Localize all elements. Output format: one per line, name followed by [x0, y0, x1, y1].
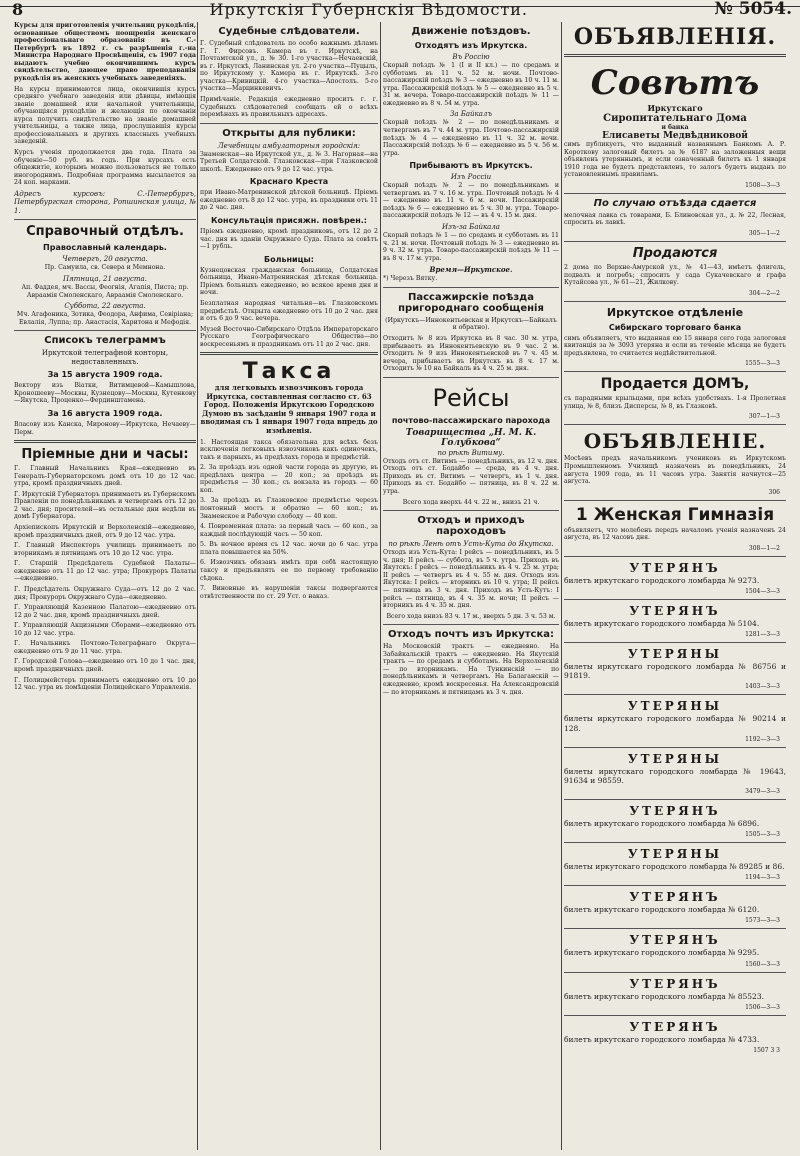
- reference-section-title: Справочный отдѣлъ.: [26, 224, 184, 240]
- council-line: Сиропитательнаго Дома: [603, 113, 747, 124]
- lena-title: Отходъ и приходъ пароходовъ: [417, 515, 525, 538]
- taxa-item: 2. За проѣздъ изъ одной части города въ другую, въ предѣлахъ центра — 20 коп.; за проѣздъ въ предмѣстья — 30 коп.; съ вокзала въ городъ — 60 коп.: [200, 464, 378, 494]
- taxa-item: 3. За проѣздъ въ Глазковское предмѣстье черезъ понтонный мостъ и обратно — 60 коп.; въ Знаменское и Рабочую слободу — 40 коп.: [200, 497, 378, 520]
- taxa-item: 1. Настоящая такса обязательна для всѣхъ безъ исключенія легковыхъ извозчиковъ какъ одиночекъ, такъ и парныхъ, въ предѣлахъ города и предмѣстій.: [200, 438, 378, 461]
- lost-ad-text: билетъ иркутскаго городского ломбарда № 9273.: [564, 575, 760, 585]
- reading-room-text: Безплатная народная читальня—въ Глазковскомъ предмѣстьѣ. Открыта ежедневно отъ 10 до 2 час. дня и отъ 6 до 9 час. вечера.: [200, 299, 378, 323]
- ad-ref: 305—1—2: [748, 229, 780, 237]
- post-title: Отходъ почтъ изъ Иркутска:: [387, 629, 555, 641]
- calendar-saints: Мч. Агафоника, Зотика, Феодора, Анфима, Севіріана; Евлалія, Луппа; пр. Анастасія, Харитона и Мефодія.: [16, 311, 194, 326]
- divider: [383, 287, 559, 288]
- lost-ad-text: билетъ иркутскаго городского ломбарда № 4733.: [564, 1034, 760, 1044]
- divider: [564, 301, 786, 302]
- page-number: 8: [12, 0, 24, 19]
- courses-paragraph: На курсы принимаются лица, окончившія курсъ средняго учебнаго заведенія или дѣвицы, имѣющія званіе домашней или начальной учительницы, обучающіяся рукодѣлію и желающія по окончаніи курса получить свидѣтельство на званіе домашней учительницы, а также лица, прослушавшія курсы профессіональныхъ и другихъ классныхъ учебныхъ заведеній.: [14, 85, 196, 146]
- suburban-subtitle: (Иркутскъ—Иннокентьевская и Иркутскъ—Байкалъ и обратно).: [385, 316, 557, 332]
- lost-tickets-list: [564, 556, 786, 1054]
- lost-ad-text: билеты иркутскаго городского ломбарда № 89285 и 86.: [564, 862, 785, 872]
- lena-total: Всего хода внизъ 83 ч. 17 м., вверхъ 5 дн. 3 ч. 53 м.: [386, 612, 556, 620]
- suburban-text: Отходитъ № 8 изъ Иркутска въ 8 час. 30 м. утра, прибываетъ въ Иннокентьевскую въ 9 час. 2 м. Отходитъ № 9 изъ Иннокентьевской въ 7 ч. 45 м. вечера, прибываетъ въ Иркутскъ въ 8 ч. 17 м. Отходитъ № 10 на Байкалъ въ 4 ч. 25 м. дня.: [383, 334, 559, 373]
- lost-ad-text: билеты иркутскаго городского ломбарда № 86756 и 91819.: [564, 662, 786, 681]
- lena-subtitle: по рѣкѣ Ленѣ отъ Усть-Кута до Якутска.: [388, 540, 554, 549]
- taxa-item: 7. Виновные въ нарушеніи таксы подвергаются отвѣтственности по ст. 29 Уст. о наказ.: [200, 585, 378, 600]
- reception-item: Г. Городской Голова—ежедневно отъ 10 до 1 час. дня, кромѣ праздничныхъ дней.: [14, 658, 196, 674]
- ad-ref: 1506—3—3: [745, 1003, 780, 1011]
- ad-ref: 1573—3—3: [745, 917, 780, 925]
- reception-item: Г. Главный Инспекторъ училищъ принимаетъ по вторникамъ и пятницамъ отъ 10 до 12 час. утра.: [14, 542, 196, 557]
- ad-ref: 1560—3—3: [745, 960, 780, 968]
- clinics-subtitle: Лечебницы амбулаторныя городскія:: [217, 141, 361, 150]
- reception-item: Г. Полицмейстеръ принимаетъ ежедневно отъ 10 до 12 час. утра въ помѣщеніи Полицейскаго Управленія.: [14, 676, 196, 692]
- notice-title: ОБЪЯВЛЕНІЕ.: [583, 429, 767, 454]
- lost-ad-title: УТЕРЯНЫ: [627, 847, 723, 862]
- divider: [564, 842, 786, 843]
- bank-ad-title: Иркутское отдѣленіе: [606, 305, 744, 319]
- divider: [564, 694, 786, 695]
- divider: [564, 193, 786, 194]
- lost-ad-text: билеты иркутскаго городского ломбарда № 19643, 91634 и 98559.: [564, 766, 786, 785]
- divider: [564, 54, 786, 57]
- trains-text: Скорый поѣздъ № 1 (I и II кл.) — по средамъ и субботамъ въ 11 ч. 52 м. ночи. Почтово-пассажирскій поѣздъ № 3 — ежедневно въ 10 ч. 11 м. утра. Пассажирскій поѣздъ № 5 — ежедневно въ 5 ч. 31 м. вечера. Товаро-пассажирскій поѣздъ № 11 — ежедневно въ 8 ч. 54 м. утра.: [383, 62, 559, 107]
- lost-ad-title: УТЕРЯНЪ: [629, 803, 721, 818]
- trains-title: Движеніе поѣздовъ.: [411, 26, 531, 37]
- clinics-text: Знаменская—на Иркутской ул., д. № 3. Нагорная—на Третьей Солдатской. Глазковская—при Глазковской школѣ. Ежедневно отъ 9 до 12 час. утра.: [200, 150, 378, 173]
- council-title: Совѣтъ: [590, 63, 760, 103]
- taxa-subtitle: для легковыхъ извозчиковъ города Иркутска, составленная согласно ст. 63 Город. Положенія Иркутскою Городскою Думою въ засѣданіи 9 января 1907 года и вводимая съ 1 января 1907 года впредь до измѣненія.: [200, 383, 378, 435]
- ad-ref: 1507 3 3: [753, 1046, 780, 1054]
- lost-ad-title: УТЕРЯНЪ: [629, 933, 721, 948]
- lost-ad-text: билетъ иркутскаго городского ломбарда № 6120.: [564, 905, 760, 915]
- gymnasium-title: 1 Женская Гимназія: [575, 504, 775, 525]
- ad-ref: 1555—3—3: [745, 360, 780, 368]
- reception-item: Г. Начальникъ Почтово-Телеграфнаго Округа—ежедневно отъ 9 до 11 час. утра.: [14, 640, 196, 655]
- council-line: Елисаветы Медвѣдниковой: [602, 131, 748, 141]
- hospitals-text: Кузнецовская гражданская больница, Солдатская больница, Ивано-Матренинская дѣтская больница. Пріемъ больныхъ ежедневно, во всякое время дня и ночи.: [200, 266, 378, 297]
- divider: [564, 747, 786, 748]
- steamer-text: Отходъ отъ ст. Витимъ — понедѣльникъ, въ 12 ч. дня. Отходъ отъ ст. Бодайбо — среда, въ 4 ч. дня. Приходъ въ ст. Витимъ — четвергъ, въ 1 ч. дня. Приходъ въ ст. Бодайбо — пятница, въ 8 ч. 22 м. утра.: [383, 457, 559, 495]
- reception-hours-title: Пріемные дни и часы:: [21, 447, 189, 463]
- telegrams-date: За 15 августа 1909 года.: [47, 370, 163, 380]
- vyatka-note: *) Черезъ Вятку.: [383, 275, 438, 283]
- divider: [564, 642, 786, 643]
- direction-from-baikal: Изъ-за Байкала: [442, 223, 500, 231]
- divider: [14, 330, 196, 331]
- ad-ref: 1505—3—3: [745, 831, 780, 839]
- museum-text: Музей Восточно-Сибирскаго Отдѣла Императорскаго Русскаго Географическаго Общества—по воскресеньямъ и праздникамъ отъ 11 до 2 час. дня.: [200, 325, 378, 348]
- ad-ref: 1508—3—3: [745, 181, 780, 189]
- lost-ad-title: УТЕРЯНЫ: [627, 751, 723, 766]
- lost-ad-title: УТЕРЯНЫ: [627, 699, 723, 714]
- issue-number: № 5054.: [714, 0, 792, 19]
- divider: [564, 599, 786, 600]
- council-line: и банка: [661, 124, 689, 131]
- sale-ad-title: Продаются: [632, 245, 718, 261]
- lost-ad-title: УТЕРЯНЪ: [629, 890, 721, 905]
- calendar-day: Суббота, 22 августа.: [64, 302, 146, 311]
- direction-from-russia: Изъ Россіи: [450, 173, 492, 182]
- house-ad-title: Продается ДОМЪ,: [600, 376, 750, 393]
- divider: [383, 624, 559, 625]
- column-1: [14, 22, 196, 1152]
- time-note: Время—Иркутское.: [429, 265, 513, 275]
- newspaper-title: Иркутскія Губернскія Вѣдомости.: [209, 0, 529, 19]
- bank-ad-text: симъ объявляетъ, что выданная ею 15 января сего года залоговая квитанція за № 3093 утеряна и если въ теченіе мѣсяца не будетъ предъявлена, то считается недѣйствительной.: [564, 334, 786, 357]
- telegrams-list: Власову изъ Канска, Миронову—Иркутска, Нечаеву—Перм.: [14, 420, 196, 436]
- taxa-item: 4. Повременная плата: за первый часъ — 60 коп., за каждый послѣдующій часъ — 50 коп.: [200, 523, 378, 538]
- judges-text: Г. Судебный слѣдователь по особо важнымъ дѣламъ Г. Г. Фирсовъ. Камера въ г. Иркутскѣ, на Почтамтской ул., д. № 30. 1-го участка—Нечаевскій, въ г. Иркутскѣ, Ланинская ул. 2-го участка—Пуцыль, по Иркутскому у. Камера въ г. Иркутскѣ. 3-го участка—Кривицкій. 4-го участка—Апостолъ. 5-го участка—Марцинкевичъ.: [200, 40, 378, 93]
- consultation-text: Пріемъ ежедневно, кромѣ праздниковъ, отъ 12 до 2 час. дня въ зданіи Окружнаго Суда. Плата за совѣтъ—1 рубль.: [200, 228, 378, 251]
- telegrams-title: Списокъ телеграммъ: [44, 335, 166, 347]
- lost-ad-title: УТЕРЯНЪ: [629, 1019, 721, 1034]
- calendar-saints: Пр. Самуила, св. Севера и Мемнона.: [44, 264, 166, 272]
- lost-ad-text: билеты иркутскаго городского ломбарда № 90214 и 128.: [564, 714, 786, 733]
- taxa-title: Такса: [242, 359, 336, 385]
- ad-ref: 1194—3—3: [745, 874, 780, 882]
- ad-ref: 308—1—2: [748, 544, 780, 552]
- lost-ad-title: УТЕРЯНЪ: [629, 560, 721, 575]
- bank-ad-subtitle: Сибирскаго торговаго банка: [608, 322, 742, 332]
- calendar-saints: Ап. Фаддея, мч. Вассы, Феогнія, Агапія, Писта; пр. Авраамія Смоленскаго, Авраамія Смоленскаго.: [21, 283, 189, 299]
- lost-ad-text: билетъ иркутскаго городского ломбарда № 6896.: [564, 818, 760, 828]
- column-2: [200, 22, 378, 1152]
- divider: [564, 928, 786, 929]
- lost-ad-text: билетъ иркутскаго городского ломбарда № 85523.: [564, 991, 764, 1001]
- lost-ad-text: билетъ иркутскаго городского ломбарда № 5104.: [564, 618, 760, 628]
- lost-ad-title: УТЕРЯНЪ: [629, 976, 721, 991]
- telegrams-subtitle: Иркутской телеграфной конторы, недоставленныхъ.: [41, 349, 169, 366]
- courses-paragraph: Курсы для приготовленія учительниц рукодѣлія, основанные обществомъ поощренія женскаго профессіональнаго образованія въ С.-Петербургѣ въ 1892 г. съ разрѣшенія г.-на Министра Народнаго Просвѣщенія, съ 1907 года выдаютъ учебно окончившимъ курсъ свидѣтельство, дающее право преподаванія рукодѣлія въ женскихъ учебныхъ заведеніяхъ.: [14, 22, 196, 82]
- open-public-title: Открыты для публики:: [222, 127, 356, 139]
- lost-ad-text: билетъ иркутскаго городского ломбарда № 9295.: [564, 948, 760, 958]
- divider: [14, 219, 196, 220]
- redcross-title: Краснаго Креста: [249, 177, 329, 187]
- ad-ref: 1403—3—3: [745, 683, 780, 691]
- arrivals-text: Скорый поѣздъ № 2 — по понедѣльникамъ и четвергамъ въ 7 ч. 16 м. утра. Почтовый поѣздъ № 4 — ежедневно въ 11 ч. 6 м. ночи. Пассажирскій поѣздъ № 6 — ежедневно въ 5 ч. 30 м. утра. Товаро-пассажирскій поѣздъ № 12 — въ 4 ч. 15 м. дня.: [383, 182, 559, 220]
- hospitals-title: Больницы:: [263, 254, 314, 264]
- redcross-text: при Ивано-Матренинской дѣтской больницѣ. Пріемъ ежедневно отъ 8 до 12 час. утра, въ праздники отъ 11 до 2 час. дня.: [200, 189, 378, 212]
- column-3: [383, 22, 559, 1152]
- calendar-title: Православный календарь.: [43, 243, 167, 253]
- divider: [564, 241, 786, 242]
- column-rule: [561, 22, 562, 1150]
- taxa-item: 5. Въ ночное время съ 12 час. ночи до 6 час. утра плата повышается на 50%.: [200, 541, 378, 556]
- reception-item: Г. Иркутскій Губернаторъ принимаетъ въ Губернскомъ Правленіи по понедѣльникамъ и четвергамъ отъ 12 до 2 час. дня; просителей—въ остальные дни недѣли въ домѣ Губернатора.: [14, 490, 196, 521]
- column-rule: [380, 22, 381, 1150]
- taxa-item: 6. Извозчикъ обязанъ имѣть при себѣ настоящую таксу и предъявлять ее по первому требованію сѣдока.: [200, 559, 378, 582]
- notice-text: Мосѣевъ предъ начальникомъ учениковъ въ Иркутскомъ Промышленномъ Училищѣ назначенъ въ понедѣльникъ, 24 августа 1909 года, въ 11 часовъ утра. Занятія начнутся—25 августа.: [564, 455, 786, 486]
- ad-ref: 1504—3—3: [745, 587, 780, 595]
- leave-ad-title: По случаю отъѣзда сдается: [593, 197, 757, 209]
- lost-ad-title: УТЕРЯНЪ: [629, 603, 721, 618]
- lena-text: Отходъ изъ Усть-Кута: I рейсъ — понедѣльникъ, въ 5 ч. дня; II рейсъ — суббота, въ 5 ч. утра. Приходъ въ Якутскъ: I рейсъ — понедѣльникъ въ 4 ч. 25 м. утра; II рейсъ — четвергъ въ 4 ч. 55 м. дня. Отходъ изъ Якутска: I рейсъ — вторникъ въ 10 ч. утра; II рейсъ — пятница въ 3 ч. дня. Приходъ въ Усть-Кутъ: I рейсъ — пятница, въ 4 ч. 35 м. ночи; II рейсъ — вторникъ въ 4 ч. 35 м. дня.: [383, 549, 559, 610]
- trains-text: Скорый поѣздъ № 2 — по понедѣльникамъ и четвергамъ въ 7 ч. 44 м. утра. Почтово-пассажирскій поѣздъ № 4 — ежедневно въ 11 ч. 32 м. ночи. Пассажирскій поѣздъ № 6 — ежедневно въ 5 ч. 56 м. утра.: [383, 119, 559, 157]
- river-name: по рѣкѣ Витиму.: [437, 448, 505, 457]
- telegrams-list: Вектору изъ Віатки, Витимцевой—Камышлова, Кроношееву—Москвы, Кузнецову—Москвы, Кутенкову—Якутска, Проценко—Фердинштамена.: [14, 382, 196, 405]
- divider: [564, 424, 786, 425]
- divider: [200, 352, 378, 355]
- ad-ref: 3479—3—3: [745, 787, 780, 795]
- steamer-subtitle: почтово-пассажирскаго парохода: [391, 415, 551, 425]
- direction-baikal: За Байкалъ: [449, 110, 493, 119]
- judges-title: Судебные слѣдователи.: [218, 26, 360, 37]
- divider: [564, 972, 786, 973]
- consultation-title: Консультація присяжн. повѣрен.:: [210, 216, 367, 225]
- direction-russia: Въ Россію: [452, 53, 490, 61]
- divider: [564, 799, 786, 800]
- ad-ref: 1192—3—3: [745, 735, 780, 743]
- ad-ref: 304—2—2: [748, 289, 780, 297]
- divider: [564, 500, 786, 501]
- column-4: [564, 22, 786, 1152]
- ad-ref: 306: [768, 488, 780, 496]
- council-line: Иркутскаго: [647, 103, 703, 113]
- council-text: симъ публикуетъ, что выданный названнымъ Банкомъ А. Р. Короткову залоговый билетъ за № 6187 на заложенныя вещи объявленъ утеряннымъ, и если означенный билетъ къ 1 января 1910 года не будетъ представленъ, то залогъ будетъ выданъ по установленнымъ правиламъ.: [564, 141, 786, 179]
- calendar-day: Четвергъ, 20 августа.: [62, 255, 148, 264]
- sale-ad-text: 2 дома по Верхне-Амурской ул., № 41—43, имѣетъ флигель, подвалъ и погребъ; спросить у сада Сукачевскаго и графа Кутайсова ул., № 61—21, Жилкову.: [564, 263, 786, 287]
- house-ad-text: съ парадными крыльцами, при всѣхъ удобствахъ. 1-я Пролетная улица, № 8, близъ Дисперсы, № 8, въ Глазковѣ.: [564, 395, 786, 410]
- reception-item: Г. Управляющій Акцизными Сборами—ежедневно отъ 10 до 12 час. утра.: [14, 622, 196, 637]
- reception-item: Архіепископъ Иркутскій и Верхоленскій—ежедневно, кромѣ праздничныхъ дней, отъ 9 до 12 час. утра.: [14, 524, 196, 539]
- column-rule: [197, 22, 198, 1150]
- company-name: Товарищества „Н. М. К. Голубкова“: [405, 427, 537, 448]
- steamer-trips-title: Рейсы: [432, 383, 510, 412]
- reception-item: Г. Главный Начальникъ Края—ежедневно въ Генералъ-Губернаторскомъ домѣ отъ 10 до 12 час. утра, кромѣ праздничныхъ дней.: [14, 465, 196, 488]
- divider: [564, 885, 786, 886]
- ad-ref: 307—1—3: [748, 413, 780, 421]
- telegrams-date: За 16 августа 1909 года.: [47, 408, 163, 418]
- courses-paragraph: Курсъ ученія продолжается два года. Плата за обученіе—50 руб. въ годъ. При курсахъ есть общежитіе, которымъ можно пользоваться не только иногороднимъ. Подробная программа высылается за 24 коп. марками.: [14, 149, 196, 187]
- gymnasium-text: объявляетъ, что молебенъ передъ началомъ ученія назначенъ 24 августа, въ 12 часовъ дня.: [564, 526, 786, 542]
- divider: [564, 371, 786, 372]
- leave-ad-text: мелочная лавка съ товарами, Б. Блиновская ул., д. № 22, Лесная, спросить въ лавкѣ.: [564, 211, 786, 227]
- post-text: На Московскій трактъ — ежедневно. На Забайкальскій трактъ — ежедневно. На Якутскій трактъ — по средамъ и субботамъ. На Верхоленскій — по вторникамъ. На Тункинскій — по понедѣльникамъ и четвергамъ. На Балаганскій — ежедневно, кромѣ воскресенья. На Александровскій — по вторникамъ и пятницамъ въ 3 ч. дня.: [383, 643, 559, 696]
- reception-item: Г. Старшій Предсѣдатель Судебной Палаты—ежедневно отъ 11 до 12 час. утра; Прокуроръ Палаты—ежедневно.: [14, 560, 196, 583]
- divider: [564, 1015, 786, 1016]
- reception-item: Г. Управляющій Казенною Палатою—ежедневно отъ 12 до 2 час. дня, кромѣ праздничныхъ дней.: [14, 604, 196, 619]
- ads-title: ОБЪЯВЛЕНІЯ.: [573, 24, 777, 50]
- judges-note: Примѣчаніе. Редакція ежедневно проситъ г. г. Судебныхъ слѣдователей сообщать ей о всѣхъ перемѣнахъ въ правильныхъ адресахъ.: [200, 95, 378, 119]
- courses-address: Адресъ курсовъ: С.-Петербургъ, Петербургская сторона, Ропшинская улица, № 1.: [14, 189, 196, 215]
- page-header: [12, 0, 792, 18]
- divider: [14, 440, 196, 443]
- ad-ref: 1281—3—3: [745, 631, 780, 639]
- trains-subtitle: Отходятъ изъ Иркутска.: [414, 41, 528, 50]
- divider: [383, 510, 559, 511]
- divider: [383, 377, 559, 378]
- calendar-day: Пятница, 21 августа.: [63, 274, 147, 283]
- divider: [564, 556, 786, 557]
- reception-item: Г. Предсѣдатель Окружнаго Суда—отъ 12 до 2 час. дня; Прокуроръ Окружнаго Суда—ежедневно.: [14, 585, 196, 601]
- divider: [200, 123, 378, 124]
- steamer-total: Всего хода вверхъ 44 ч. 22 м., внизъ 21 ч.: [402, 498, 540, 506]
- suburban-trains-title: Пассажирскіе поѣзда пригороднаго сообщенія: [398, 291, 544, 314]
- lost-ad-title: УТЕРЯНЫ: [627, 647, 723, 662]
- arrivals-text: Скорый поѣздъ № 1 — по средамъ и субботамъ въ 11 ч. 21 м. ночи. Почтовый поѣздъ № 3 — ежедневно въ 9 ч. 32 м. утра. Товаро-пассажирскій поѣздъ № 11 — въ 8 ч. 17 м. утра.: [383, 232, 559, 262]
- arrivals-title: Прибываютъ въ Иркутскъ.: [409, 161, 533, 171]
